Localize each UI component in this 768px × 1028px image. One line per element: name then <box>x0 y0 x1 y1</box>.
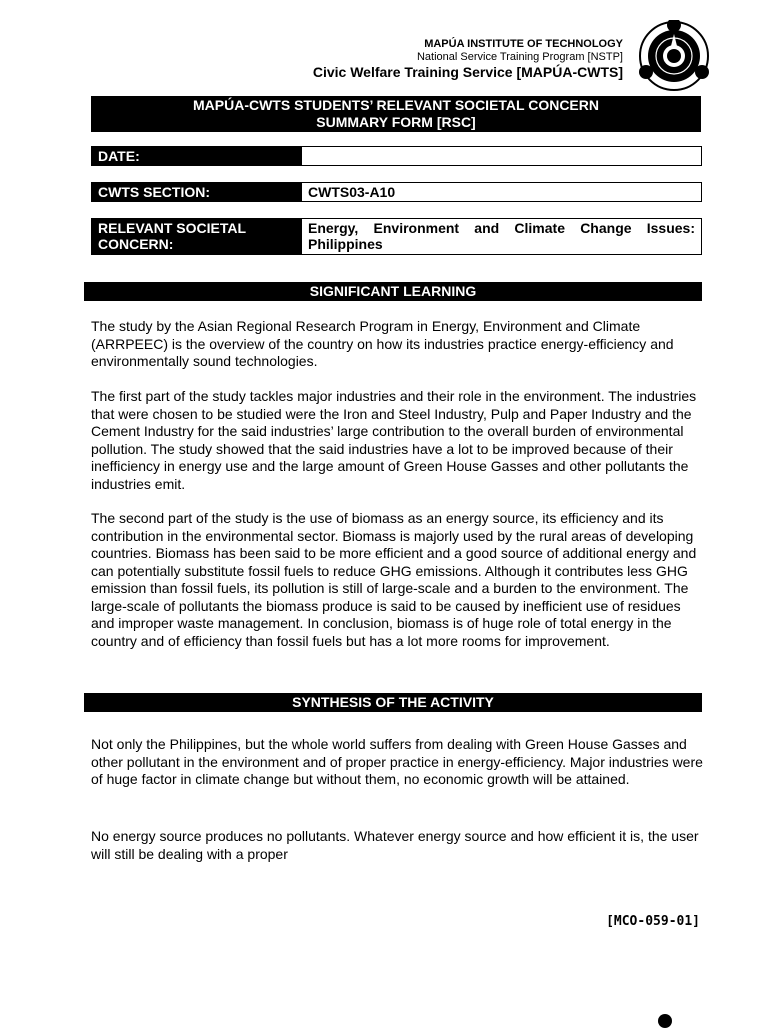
concern-row <box>91 218 702 255</box>
form-title-line2: SUMMARY FORM [RSC] <box>316 114 476 130</box>
form-title <box>91 96 701 132</box>
synthesis-paragraph-1: Not only the Philippines, but the whole world suffers from dealing with Green House Gasses and other pollutant in the environment and of proper practice in energy-efficiency. Major industries were of huge factor in climate change but without them, no economic growth will be attained. <box>91 736 703 787</box>
synthesis-heading: SYNTHESIS OF THE ACTIVITY <box>84 693 702 712</box>
date-row <box>91 146 702 166</box>
page-corner-mark <box>658 1014 672 1028</box>
concern-label <box>92 219 302 254</box>
concern-label-line1: RELEVANT SOCIETAL <box>98 220 247 236</box>
concern-field[interactable]: Energy, Environment and Climate Change Issues: Philippines <box>308 220 695 252</box>
date-label: DATE: <box>92 147 302 165</box>
mapua-seal-icon <box>638 20 710 92</box>
learning-paragraph-2: The first part of the study tackles major industries and their role in the environment. The industries that were chosen to be studied were the Iron and Steel Industry, Pulp and Paper Industry and the Cement Industry for the said industries’ large contribution to the overall burden of environmental pollution. The study showed that the said industries have a lot to be improved because of their inefficiency in energy use and the large amount of Green House Gasses and other pollutants the industries emit. <box>91 388 697 492</box>
program-name: National Service Training Program [NSTP] <box>416 51 623 63</box>
significant-learning-heading: SIGNIFICANT LEARNING <box>84 282 702 301</box>
section-label: CWTS SECTION: <box>92 183 302 201</box>
learning-paragraph-3: The second part of the study is the use of biomass as an energy source, its efficiency and its contribution in the environmental sector. Biomass is majorly used by the rural areas of developing countries. Biomass has been said to be more efficient and a good source of additional energy and can potentially substitute fossil fuels to reduce GHG emissions. Although it contributes less GHG emission than fossil fuels, its pollution is still of large-scale and a burden to the environment. The large-scale of pollutants the biomass produce is said to be caused by inefficient use of residues and improper waste management. In conclusion, biomass is of huge role of total energy in the country and of efficiency than fossil fuels but has a lot more rooms for improvement. <box>91 510 697 649</box>
section-row <box>91 182 702 202</box>
date-field[interactable] <box>302 147 701 165</box>
service-name: Civic Welfare Training Service [MAPÚA-CWTS] <box>312 64 623 80</box>
form-title-line1: MAPÚA-CWTS STUDENTS’ RELEVANT SOCIETAL CONCERN <box>192 97 599 113</box>
concern-label-line2: CONCERN: <box>98 236 174 252</box>
section-field[interactable]: CWTS03-A10 <box>308 184 396 200</box>
learning-paragraph-1: The study by the Asian Regional Research Program in Energy, Environment and Climate (ARRPEEC) is the overview of the country on how its industries practice energy-efficiency and environmentally sound technologies. <box>91 318 674 369</box>
document-code: [MCO-059-01] <box>606 914 700 929</box>
institute-name: MAPÚA INSTITUTE OF TECHNOLOGY <box>424 38 623 50</box>
synthesis-paragraph-2: No energy source produces no pollutants. Whatever energy source and how efficient it is, the user will still be dealing with a proper <box>91 828 699 862</box>
